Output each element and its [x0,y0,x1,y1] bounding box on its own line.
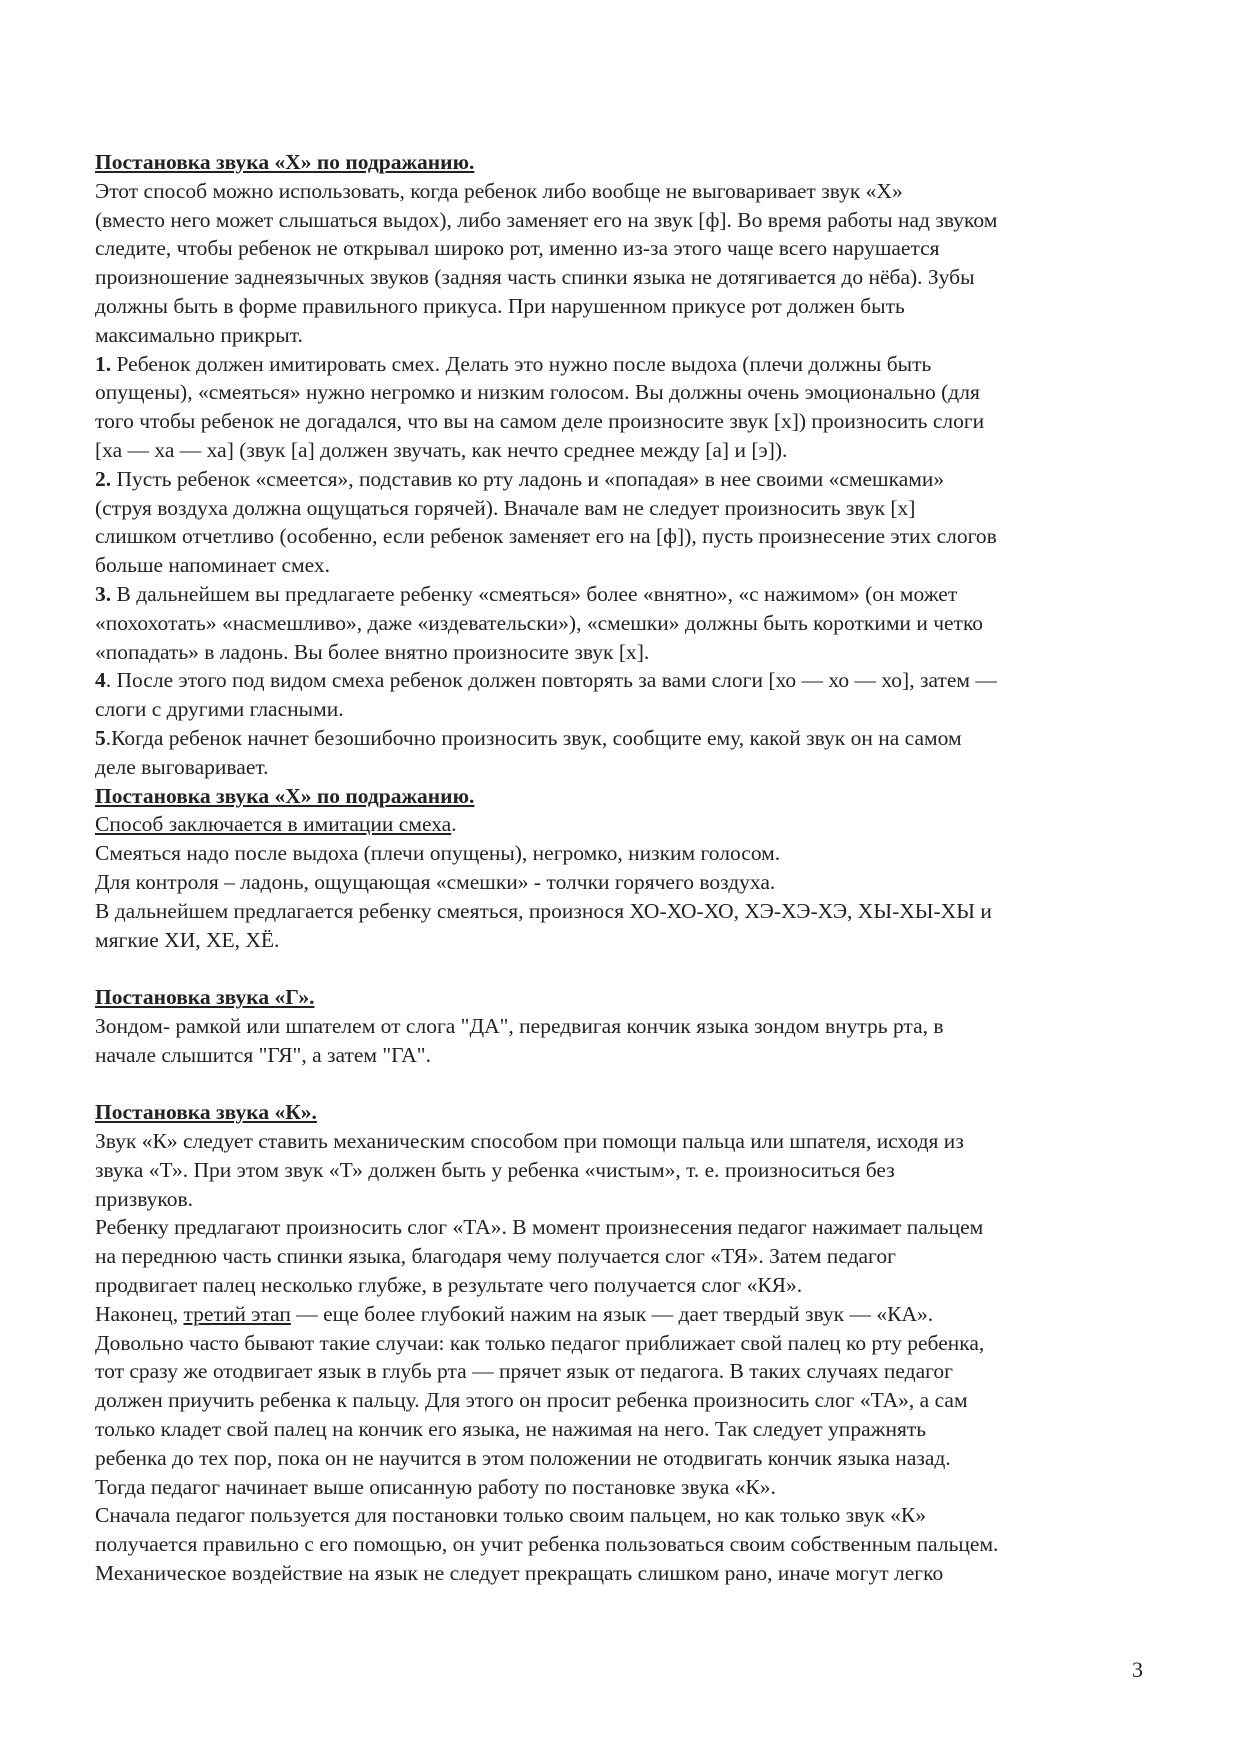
step-text: .Когда ребенок начнет безошибочно произносить звук, сообщите ему, какой звук он на самом [105,725,962,750]
step-2-line [95,465,1175,494]
section-heading-k: Постановка звука «К». [95,1100,317,1125]
paragraph-line: должен приучить ребенка к пальцу. Для этого он просит ребенка произносить слог «ТА», а сам [95,1388,968,1413]
paragraph-line: ребенка до тех пор, пока он не научится в этом положении не отодвигать кончик языка назад. [95,1445,951,1470]
paragraph-line: того чтобы ребенок не догадался, что вы на самом деле произносите звук [х]) произносить слоги [95,409,985,434]
spacer [95,954,1175,983]
paragraph-line: (струя воздуха должна ощущаться горячей). Вначале вам не следует произносить звук [х] [95,495,916,520]
method-tail: . [451,812,457,837]
method-line [95,810,1175,839]
paragraph-line: максимально прикрыт. [95,322,303,347]
paragraph-line: только кладет свой палец на кончик его языка, не нажимая на него. Так следует упражнять [95,1417,927,1442]
step-number: 3. [95,581,112,606]
step-text: Ребенок должен имитировать смех. Делать это нужно после выдоха (плечи должны быть [111,351,932,376]
paragraph-line: Для контроля – ладонь, ощущающая «смешки» - толчки горячего воздуха. [95,869,776,894]
paragraph-line: (вместо него может слышаться выдох), либо заменяет его на звук [ф]. Во время работы над звуком [95,207,998,232]
paragraph-line: Зондом- рамкой или шпателем от слога "ДА", передвигая кончик языка зондом внутрь рта, в [95,1013,944,1038]
step-3-line [95,580,1175,609]
page-number: 3 [1132,1657,1143,1682]
paragraph-line: тот сразу же отодвигает язык в глубь рта — прячет язык от педагога. В таких случаях педагог [95,1359,953,1384]
paragraph-line: должны быть в форме правильного прикуса. При нарушенном прикусе рот должен быть [95,293,905,318]
step-4-line [95,666,1175,695]
paragraph-line: слоги с другими гласными. [95,697,344,722]
spacer [95,1070,1175,1099]
step-number: 2. [95,466,112,491]
paragraph-line: Довольно часто бывают такие случаи: как только педагог приближает свой палец ко рту ребенка, [95,1330,985,1355]
paragraph-line: В дальнейшем предлагается ребенку смеяться, произнося ХО-ХО-ХО, ХЭ-ХЭ-ХЭ, ХЫ-ХЫ-ХЫ и [95,898,992,923]
paragraph-line: призвуков. [95,1186,194,1211]
paragraph-line: [ха — ха — ха] (звук [а] должен звучать, как нечто среднее между [а] и [э]). [95,437,788,462]
paragraph-line: Тогда педагог начинает выше описанную работу по постановке звука «К». [95,1474,776,1499]
section-heading-g: Постановка звука «Г». [95,985,315,1010]
paragraph-line: продвигает палец несколько глубже, в результате чего получается слог «КЯ». [95,1273,803,1298]
paragraph-line: произношение заднеязычных звуков (задняя часть спинки языка не дотягивается до нёба). Зубы [95,265,975,290]
step-5-line [95,724,1175,753]
paragraph-line: мягкие ХИ, ХЕ, ХЁ. [95,927,280,952]
section-heading-x-1: Постановка звука «Х» по подражанию. [95,150,475,174]
finally-prefix: Наконец, [95,1301,184,1326]
paragraph-line: опущены), «смеяться» нужно негромко и низким голосом. Вы должны очень эмоционально (для [95,380,980,405]
finally-line [95,1300,1175,1329]
step-number: 1. [95,351,112,376]
paragraph-line: следите, чтобы ребенок не открывал широко рот, именно из-за этого чаще всего нарушается [95,236,940,261]
paragraph-line: получается правильно с его помощью, он учит ребенка пользоваться своим собственным пальцем. [95,1532,999,1557]
paragraph-line: больше напоминает смех. [95,553,331,578]
paragraph-line: «похохотать» «насмешливо», даже «издевательски»), «смешки» должны быть короткими и четко [95,610,984,635]
paragraph-line: деле выговаривает. [95,754,269,779]
paragraph-line: звука «Т». При этом звук «Т» должен быть у ребенка «чистым», т. е. произноситься без [95,1157,895,1182]
paragraph-line: на переднюю часть спинки языка, благодаря чему получается слог «ТЯ». Затем педагог [95,1244,896,1269]
step-number: 5 [95,725,106,750]
step-1-line [95,350,1175,379]
paragraph-line: Механическое воздействие на язык не следует прекращать слишком рано, иначе могут легко [95,1561,944,1586]
document-page [95,148,1175,1588]
method-underlined: Способ заключается в имитации смеха [95,812,452,837]
step-text: Пусть ребенок «смеется», подставив ко рту ладонь и «попадая» в нее своими «смешками» [111,466,945,491]
paragraph-line: Ребенку предлагают произносить слог «ТА». В момент произнесения педагог нажимает пальцем [95,1215,984,1240]
paragraph-line: начале слышится "ГЯ", а затем "ГА". [95,1042,431,1067]
paragraph-line: слишком отчетливо (особенно, если ребенок заменяет его на [ф]), пусть произнесение этих слогов [95,524,997,549]
paragraph-line: Смеяться надо после выдоха (плечи опущены), негромко, низким голосом. [95,841,781,866]
step-text: . После этого под видом смеха ребенок должен повторять за вами слоги [хо — хо — хо], затем — [105,668,997,693]
step-text: В дальнейшем вы предлагаете ребенку «смеяться» более «внятно», «с нажимом» (он может [111,581,958,606]
step-number: 4 [95,668,106,693]
paragraph-line: Этот способ можно использовать, когда ребенок либо вообще не выговаривает звук «Х» [95,178,903,203]
paragraph-line: Сначала педагог пользуется для постановки только своим пальцем, но как только звук «К» [95,1503,926,1528]
paragraph-line: Звук «К» следует ставить механическим способом при помощи пальца или шпателя, исходя из [95,1129,964,1154]
third-stage-underlined: третий этап [183,1301,291,1326]
finally-suffix: — еще более глубокий нажим на язык — дает твердый звук — «КА». [290,1301,934,1326]
section-heading-x-2: Постановка звука «Х» по подражанию. [95,783,475,808]
paragraph-line: «попадать» в ладонь. Вы более внятно произносите звук [х]. [95,639,650,664]
